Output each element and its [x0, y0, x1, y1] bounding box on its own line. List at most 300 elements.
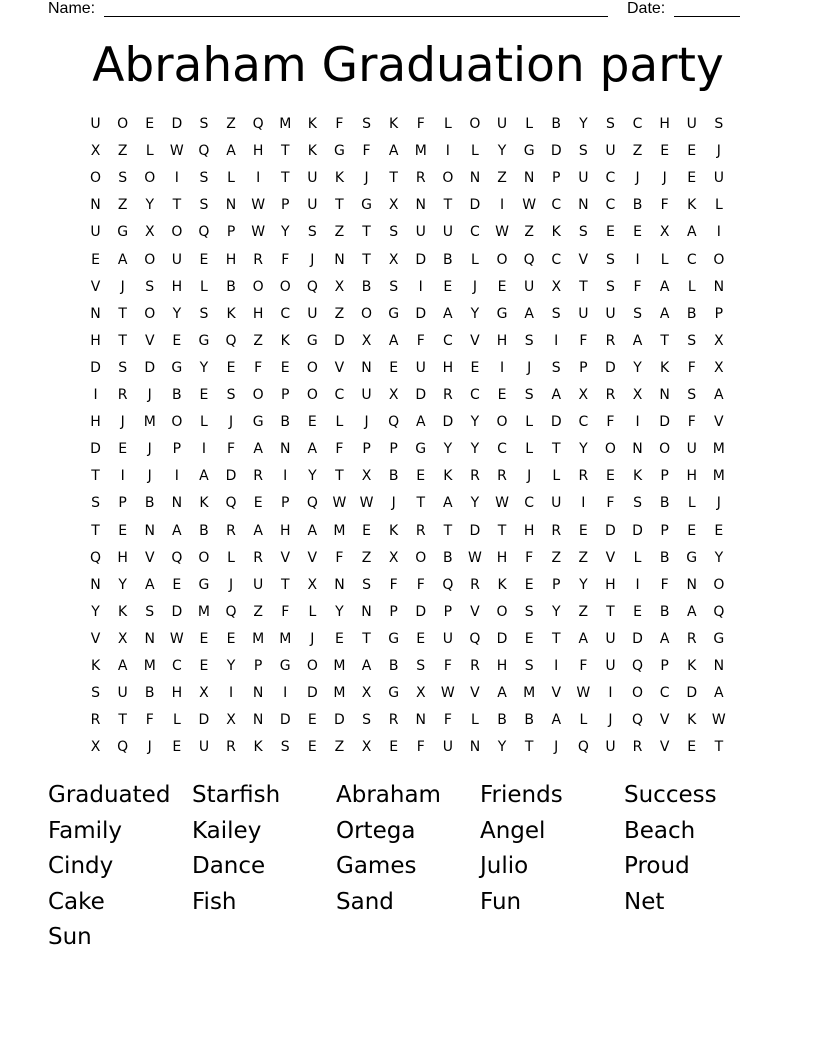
grid-letter: H [605, 576, 616, 593]
grid-letter: D [686, 685, 698, 702]
grid-letter: J [364, 170, 369, 187]
grid-letter: W [576, 685, 591, 702]
grid-letter: H [523, 522, 535, 539]
grid-letter: V [144, 332, 155, 349]
grid-letter: A [686, 224, 697, 241]
grid-letter: C [442, 332, 453, 349]
grid-letter: P [226, 224, 236, 241]
grid-letter: N [144, 630, 155, 647]
grid-letter: N [361, 359, 372, 376]
grid-letter: J [608, 712, 613, 729]
grid-letter: N [225, 197, 237, 214]
grid-letter: B [686, 305, 697, 322]
grid-letter: L [308, 603, 317, 620]
grid-letter: H [279, 522, 291, 539]
grid-letter: Z [497, 170, 507, 187]
word-list-item: Abraham [336, 782, 441, 808]
grid-letter: E [416, 630, 426, 647]
grid-letter: K [443, 468, 453, 485]
grid-letter: E [470, 359, 480, 376]
grid-letter: V [307, 549, 318, 566]
grid-letter: X [659, 224, 670, 241]
grid-letter: C [470, 387, 480, 403]
grid-letter: J [391, 495, 396, 512]
grid-letter: F [335, 441, 344, 458]
grid-letter: X [226, 712, 236, 729]
grid-letter: T [551, 441, 561, 458]
grid-letter: J [120, 278, 125, 295]
grid-letter: F [281, 251, 290, 268]
grid-letter: I [283, 685, 288, 702]
grid-letter: A [497, 685, 507, 702]
grid-letter: X [334, 278, 345, 295]
grid-letter: A [415, 414, 426, 431]
grid-letter: D [171, 116, 183, 132]
grid-letter: E [307, 739, 317, 756]
grid-letter: M [712, 468, 725, 485]
grid-letter: R [551, 522, 562, 539]
grid-letter: O [252, 278, 264, 295]
grid-letter: H [90, 332, 101, 349]
grid-letter: J [147, 387, 152, 403]
grid-letter: P [118, 495, 127, 512]
grid-letter: Y [497, 739, 507, 756]
grid-letter: K [307, 116, 317, 132]
grid-letter: O [415, 549, 427, 566]
grid-letter: E [443, 278, 453, 295]
grid-letter: E [660, 143, 670, 160]
grid-letter: M [333, 658, 346, 674]
grid-letter: T [524, 739, 534, 756]
grid-letter: V [551, 685, 562, 702]
grid-letter: H [659, 116, 670, 132]
grid-letter: C [578, 414, 589, 431]
grid-letter: R [442, 387, 453, 403]
grid-letter: A [632, 332, 643, 349]
grid-letter: S [524, 658, 534, 674]
grid-letter: G [171, 359, 183, 376]
grid-letter: W [251, 224, 266, 241]
grid-letter: O [496, 251, 508, 268]
grid-letter: I [93, 387, 98, 403]
grid-letter: S [578, 143, 588, 160]
grid-letter: P [714, 305, 724, 322]
grid-letter: X [117, 630, 128, 647]
grid-letter: V [714, 414, 724, 431]
grid-letter: K [497, 576, 507, 593]
grid-letter: U [605, 630, 616, 647]
grid-letter: R [90, 712, 101, 729]
grid-letter: Q [225, 495, 237, 512]
grid-letter: Y [172, 305, 182, 322]
word-list-item: Starfish [192, 782, 281, 808]
grid-letter: Q [252, 116, 264, 132]
word-list-item: Graduated [48, 782, 171, 808]
grid-letter: W [468, 549, 482, 566]
grid-letter: S [524, 387, 534, 403]
grid-letter: O [144, 305, 156, 322]
grid-letter: S [551, 305, 561, 322]
grid-letter: F [687, 359, 696, 376]
grid-letter: F [145, 712, 154, 729]
grid-letter: E [687, 739, 697, 756]
grid-letter: U [415, 224, 426, 241]
grid-letter: Z [334, 739, 345, 756]
grid-letter: F [660, 576, 669, 593]
grid-letter: B [659, 495, 670, 512]
grid-letter: U [442, 224, 453, 241]
grid-letter: F [660, 197, 669, 214]
grid-letter: M [333, 522, 346, 539]
grid-letter: E [199, 251, 209, 268]
grid-letter: T [660, 332, 669, 349]
grid-letter: X [199, 685, 209, 702]
grid-letter: Q [171, 549, 183, 566]
grid-letter: J [554, 739, 559, 756]
grid-letter: E [199, 387, 209, 403]
grid-letter: S [199, 116, 209, 132]
grid-letter: M [143, 414, 156, 431]
grid-letter: N [659, 387, 670, 403]
grid-letter: G [306, 332, 318, 349]
grid-letter: D [605, 522, 616, 539]
grid-letter: P [389, 603, 398, 620]
grid-letter: J [310, 251, 315, 268]
grid-letter: W [169, 143, 184, 160]
grid-letter: A [117, 251, 128, 268]
grid-letter: P [389, 441, 398, 458]
grid-letter: V [144, 549, 155, 566]
grid-letter: K [389, 116, 399, 132]
grid-letter: O [252, 387, 264, 403]
grid-letter: A [686, 603, 697, 620]
grid-letter: Y [714, 549, 724, 566]
grid-letter: Q [388, 414, 400, 431]
grid-letter: F [281, 603, 290, 620]
grid-letter: A [199, 468, 209, 485]
grid-letter: S [714, 116, 724, 132]
grid-letter: K [389, 522, 399, 539]
grid-letter: L [687, 278, 696, 295]
grid-letter: T [389, 170, 398, 187]
grid-letter: S [605, 251, 615, 268]
grid-letter: G [361, 197, 372, 214]
grid-letter: S [633, 495, 642, 512]
grid-letter: H [252, 143, 264, 160]
grid-letter: O [306, 359, 318, 376]
grid-letter: S [605, 278, 615, 295]
grid-letter: U [117, 685, 128, 702]
grid-letter: E [524, 576, 534, 593]
grid-letter: K [226, 305, 236, 322]
grid-letter: I [283, 468, 288, 485]
grid-letter: P [552, 576, 561, 593]
grid-letter: Z [551, 549, 562, 566]
grid-letter: F [362, 143, 371, 160]
grid-letter: N [469, 739, 481, 756]
grid-letter: Q [632, 712, 644, 729]
word-list-item: Fun [480, 888, 522, 915]
grid-letter: E [226, 359, 236, 376]
grid-letter: X [388, 549, 399, 566]
grid-letter: P [443, 603, 453, 620]
grid-letter: N [632, 441, 643, 458]
grid-letter: W [332, 495, 347, 512]
grid-letter: E [145, 116, 155, 132]
grid-letter: P [172, 441, 182, 458]
grid-letter: O [306, 658, 318, 674]
grid-letter: A [659, 630, 670, 647]
grid-letter: U [253, 576, 264, 593]
grid-letter: C [659, 685, 670, 702]
grid-letter: E [172, 576, 182, 593]
grid-letter: K [334, 170, 345, 187]
grid-letter: L [145, 143, 154, 160]
grid-letter: R [470, 576, 480, 593]
grid-letter: U [605, 305, 616, 322]
grid-letter: D [469, 522, 481, 539]
grid-letter: F [579, 332, 588, 349]
grid-letter: P [253, 658, 263, 674]
grid-letter: I [201, 441, 206, 458]
grid-letter: F [335, 116, 344, 132]
grid-letter: I [635, 576, 640, 593]
grid-letter: A [253, 522, 263, 539]
grid-letter: Q [198, 224, 210, 241]
grid-letter: R [388, 712, 399, 729]
grid-letter: E [524, 630, 534, 647]
grid-letter: B [659, 603, 670, 620]
grid-letter: S [605, 116, 615, 132]
grid-letter: P [281, 387, 290, 403]
grid-letter: L [525, 414, 534, 431]
grid-letter: T [362, 251, 371, 268]
grid-letter: J [228, 576, 234, 593]
grid-letter: D [144, 359, 156, 376]
grid-letter: E [307, 414, 317, 431]
grid-letter: B [443, 251, 453, 268]
grid-letter: K [280, 332, 290, 349]
grid-letter: S [389, 224, 399, 241]
grid-letter: L [687, 495, 696, 512]
grid-letter: L [552, 468, 561, 485]
grid-letter: G [388, 305, 400, 322]
grid-letter: X [578, 387, 589, 403]
grid-letter: A [443, 305, 453, 322]
grid-letter: X [714, 332, 724, 349]
grid-letter: F [416, 739, 425, 756]
word-list-item: Ortega [336, 817, 416, 844]
grid-letter: E [714, 522, 724, 539]
grid-letter: L [172, 712, 181, 729]
grid-letter: G [117, 224, 129, 241]
grid-letter: N [279, 441, 291, 458]
grid-letter: X [714, 359, 724, 376]
grid-letter: M [143, 658, 156, 674]
grid-letter: S [199, 170, 209, 187]
grid-letter: L [335, 414, 344, 431]
grid-letter: G [198, 332, 210, 349]
grid-letter: S [226, 387, 236, 403]
grid-letter: G [415, 441, 427, 458]
grid-letter: X [90, 739, 101, 756]
grid-letter: A [388, 143, 399, 160]
grid-letter: Y [470, 414, 480, 431]
grid-letter: U [307, 197, 318, 214]
grid-letter: G [496, 305, 508, 322]
grid-letter: K [687, 712, 697, 729]
grid-letter: E [199, 658, 209, 674]
grid-letter: Q [225, 603, 237, 620]
grid-letter: I [554, 332, 559, 349]
grid-letter: E [497, 278, 507, 295]
grid-letter: P [362, 441, 371, 458]
grid-letter: Z [578, 603, 589, 620]
grid-letter: P [552, 170, 561, 187]
grid-letter: K [687, 658, 697, 674]
grid-letter: Q [117, 739, 129, 756]
grid-letter: T [118, 332, 127, 349]
grid-letter: Q [306, 495, 318, 512]
grid-letter: W [711, 712, 726, 729]
grid-letter: V [280, 549, 291, 566]
date-label: Date: [627, 0, 666, 17]
grid-letter: T [362, 224, 371, 241]
grid-letter: G [279, 658, 291, 674]
grid-letter: V [659, 739, 670, 756]
grid-letter: R [226, 522, 236, 539]
grid-letter: B [659, 549, 670, 566]
grid-letter: C [497, 441, 507, 458]
grid-letter: D [198, 712, 210, 729]
grid-letter: T [714, 739, 724, 756]
word-list-item: Family [48, 817, 123, 844]
grid-letter: V [659, 712, 670, 729]
grid-letter: D [550, 414, 562, 431]
grid-letter: E [335, 630, 344, 647]
grid-letter: K [90, 658, 101, 674]
grid-letter: F [254, 359, 263, 376]
grid-letter: Y [579, 116, 588, 132]
grid-letter: K [551, 224, 561, 241]
grid-letter: Q [632, 658, 644, 674]
grid-letter: E [633, 603, 642, 620]
grid-letter: I [499, 359, 505, 376]
grid-letter: M [197, 603, 210, 620]
grid-letter: U [415, 359, 426, 376]
grid-letter: H [496, 658, 508, 674]
grid-letter: U [90, 224, 101, 241]
grid-letter: J [635, 170, 640, 187]
grid-letter: X [307, 576, 318, 593]
grid-letter: S [524, 332, 534, 349]
grid-letter: Y [470, 305, 480, 322]
grid-letter: K [253, 739, 263, 756]
grid-letter: Y [280, 224, 290, 241]
grid-letter: N [361, 603, 372, 620]
grid-letter: B [443, 549, 453, 566]
grid-letter: Q [713, 603, 725, 620]
grid-letter: S [307, 224, 317, 241]
grid-letter: E [687, 522, 697, 539]
grid-letter: R [605, 387, 616, 403]
grid-letter: D [442, 414, 454, 431]
grid-letter: J [310, 630, 315, 647]
grid-letter: H [171, 685, 183, 702]
grid-letter: B [524, 712, 534, 729]
grid-letter: J [228, 414, 234, 431]
grid-letter: O [361, 305, 373, 322]
word-list-item: Beach [624, 817, 696, 844]
grid-letter: F [443, 658, 452, 674]
grid-letter: J [716, 143, 721, 160]
grid-letter: S [118, 170, 128, 187]
grid-letter: U [605, 658, 616, 674]
grid-letter: N [144, 522, 155, 539]
grid-letter: N [713, 658, 725, 674]
grid-letter: O [713, 251, 725, 268]
grid-letter: E [687, 143, 697, 160]
word-list-item: Angel [480, 817, 546, 844]
grid-letter: D [550, 143, 562, 160]
grid-letter: R [253, 251, 263, 268]
grid-letter: B [280, 414, 291, 431]
grid-letter: W [440, 685, 455, 702]
word-list-item: Julio [480, 853, 529, 879]
date-field-line[interactable] [674, 16, 740, 17]
grid-letter: R [253, 549, 263, 566]
grid-letter: I [635, 251, 640, 268]
grid-letter: H [442, 359, 454, 376]
grid-letter: A [226, 143, 236, 160]
grid-letter: E [226, 630, 236, 647]
grid-letter: Z [253, 332, 263, 349]
grid-letter: G [252, 414, 264, 431]
grid-letter: E [307, 712, 317, 729]
grid-letter: C [605, 197, 616, 214]
grid-letter: D [632, 630, 643, 647]
grid-letter: N [334, 576, 345, 593]
grid-letter: E [389, 359, 399, 376]
grid-letter: L [525, 441, 534, 458]
grid-letter: C [470, 224, 480, 241]
name-field-line[interactable] [104, 16, 608, 17]
grid-letter: Y [118, 576, 127, 593]
grid-letter: X [388, 197, 399, 214]
grid-letter: F [416, 332, 425, 349]
grid-letter: J [472, 278, 477, 295]
grid-letter: L [579, 712, 588, 729]
grid-letter: E [280, 359, 290, 376]
grid-letter: Q [577, 739, 589, 756]
grid-letter: E [253, 495, 263, 512]
grid-letter: Y [470, 441, 480, 458]
grid-letter: O [713, 576, 725, 593]
grid-letter: L [443, 116, 452, 132]
grid-letter: U [686, 116, 697, 132]
grid-letter: A [307, 522, 318, 539]
grid-letter: V [90, 278, 101, 295]
grid-letter: U [686, 441, 697, 458]
grid-letter: I [120, 468, 125, 485]
grid-letter: J [527, 468, 532, 485]
grid-letter: T [551, 630, 561, 647]
grid-letter: S [416, 658, 426, 674]
grid-letter: M [279, 116, 292, 132]
grid-letter: P [281, 197, 290, 214]
grid-letter: J [527, 359, 532, 376]
grid-letter: E [416, 468, 426, 485]
